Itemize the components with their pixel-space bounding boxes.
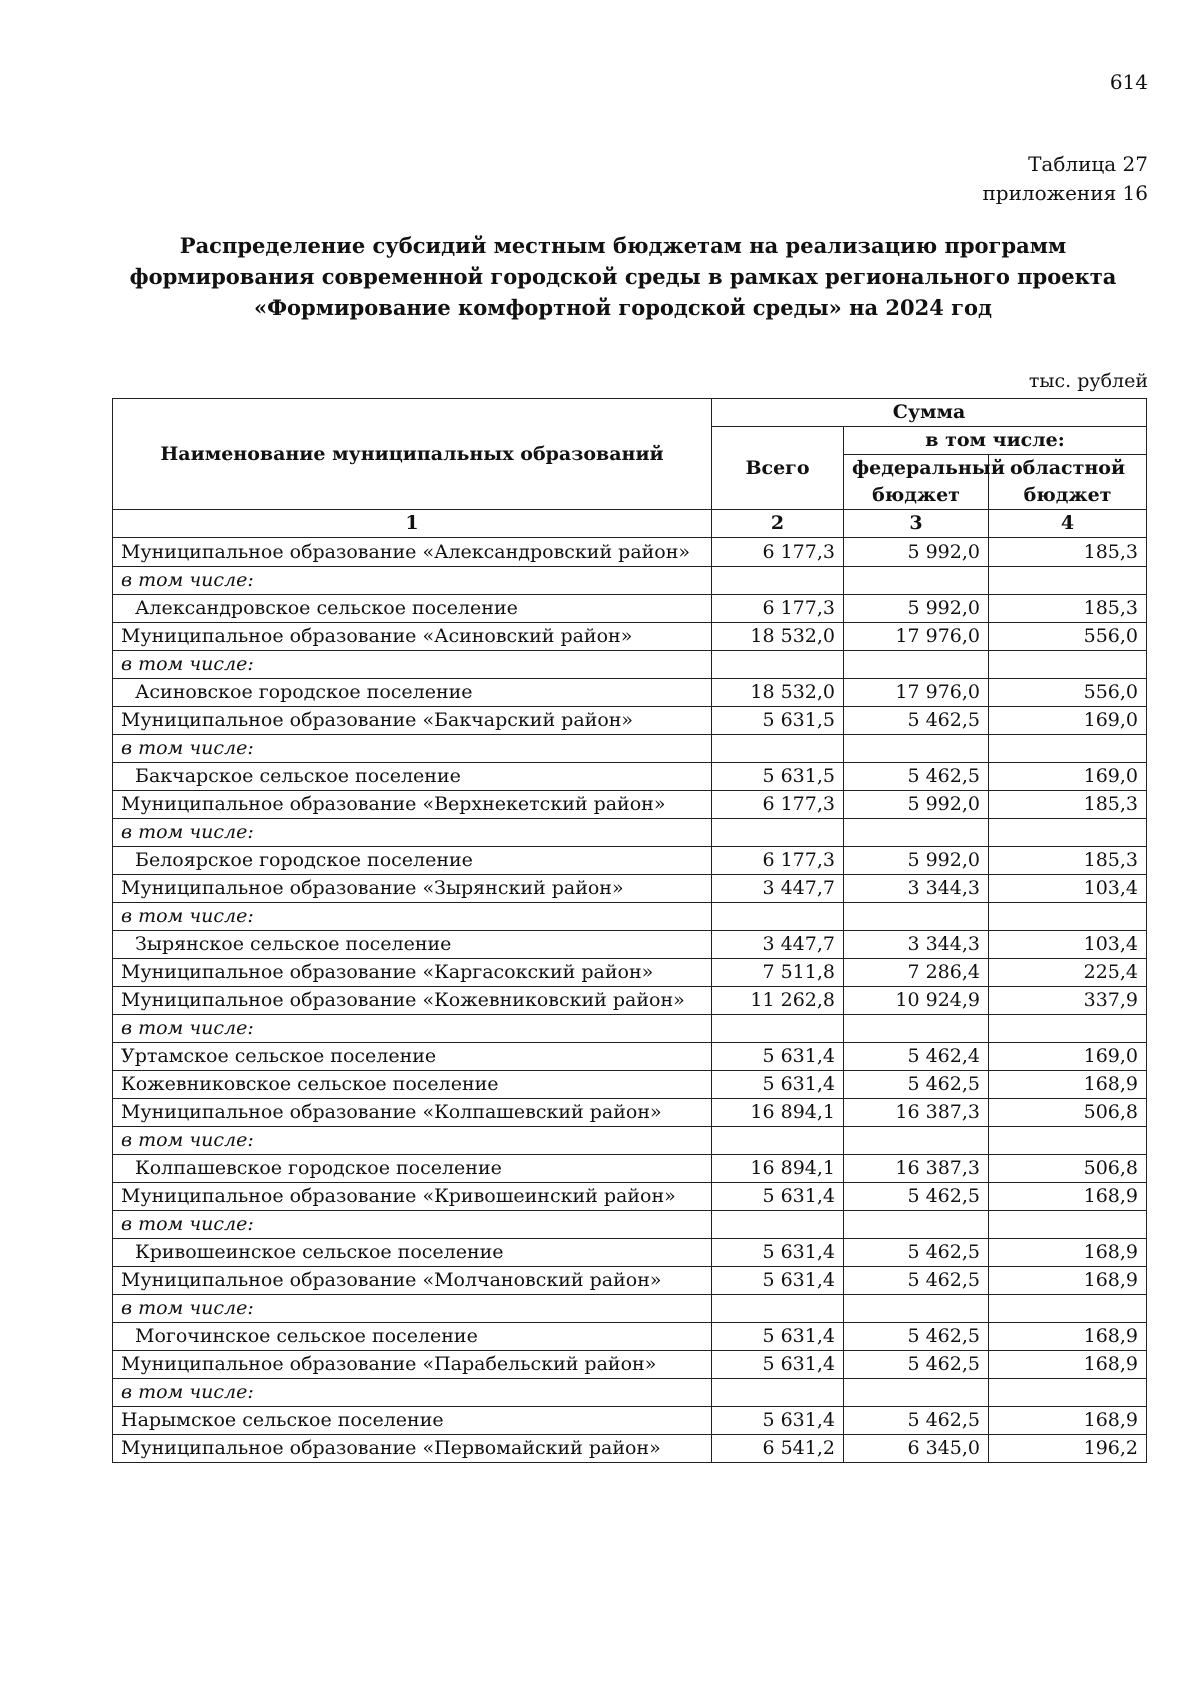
row-name-cell: в том числе: (113, 1379, 712, 1407)
row-total-cell: 18 532,0 (712, 679, 844, 707)
row-name-cell: Могочинское сельское поселение (113, 1323, 712, 1351)
row-total-cell (712, 903, 844, 931)
row-total-cell: 6 177,3 (712, 538, 844, 567)
row-name-cell: Нарымское сельское поселение (113, 1407, 712, 1435)
row-total-cell: 6 177,3 (712, 595, 844, 623)
row-regional-cell (989, 903, 1147, 931)
row-total-cell (712, 1295, 844, 1323)
row-total-cell: 18 532,0 (712, 623, 844, 651)
row-federal-cell (844, 1015, 989, 1043)
row-federal-cell: 5 462,4 (844, 1043, 989, 1071)
row-regional-cell: 169,0 (989, 763, 1147, 791)
row-total-cell: 5 631,4 (712, 1239, 844, 1267)
table-row (113, 1071, 1147, 1099)
row-name-cell: в том числе: (113, 1015, 712, 1043)
row-federal-cell: 6 345,0 (844, 1435, 989, 1463)
table-row (113, 987, 1147, 1015)
table-row (113, 847, 1147, 875)
row-total-cell: 5 631,4 (712, 1183, 844, 1211)
row-federal-cell (844, 651, 989, 679)
row-federal-cell: 3 344,3 (844, 875, 989, 903)
row-name-cell: Колпашевское городское поселение (113, 1155, 712, 1183)
table-body (113, 538, 1147, 1463)
row-name-cell: в том числе: (113, 1295, 712, 1323)
table-row (113, 1211, 1147, 1239)
row-name-cell: Кожевниковское сельское поселение (113, 1071, 712, 1099)
row-federal-cell: 5 462,5 (844, 1407, 989, 1435)
row-total-cell: 5 631,4 (712, 1267, 844, 1295)
row-federal-cell: 5 992,0 (844, 595, 989, 623)
row-total-cell: 5 631,4 (712, 1043, 844, 1071)
table-row (113, 819, 1147, 847)
row-name-cell: в том числе: (113, 819, 712, 847)
row-regional-cell: 556,0 (989, 623, 1147, 651)
table-row (113, 1379, 1147, 1407)
row-federal-cell: 5 462,5 (844, 707, 989, 735)
row-regional-cell (989, 735, 1147, 763)
column-numbers-row (113, 510, 1147, 538)
table-row (113, 567, 1147, 595)
table-row (113, 1239, 1147, 1267)
row-regional-cell: 506,8 (989, 1099, 1147, 1127)
row-name-cell: Муниципальное образование «Парабельский район» (113, 1351, 712, 1379)
row-name-cell: Муниципальное образование «Первомайский район» (113, 1435, 712, 1463)
row-regional-cell (989, 1015, 1147, 1043)
row-federal-cell: 5 462,5 (844, 1071, 989, 1099)
page-number: 614 (1109, 70, 1148, 94)
row-federal-cell (844, 1295, 989, 1323)
row-regional-cell: 185,3 (989, 538, 1147, 567)
row-federal-cell: 5 462,5 (844, 1323, 989, 1351)
col-number-2: 2 (712, 510, 844, 538)
row-total-cell (712, 651, 844, 679)
table-row (113, 763, 1147, 791)
row-federal-cell: 5 462,5 (844, 763, 989, 791)
table-row (113, 1435, 1147, 1463)
header-total: Всего (712, 427, 844, 510)
row-federal-cell: 5 992,0 (844, 847, 989, 875)
row-name-cell: Асиновское городское поселение (113, 679, 712, 707)
table-row (113, 1323, 1147, 1351)
table-row (113, 931, 1147, 959)
table-row (113, 875, 1147, 903)
row-federal-cell (844, 1379, 989, 1407)
row-name-cell: в том числе: (113, 735, 712, 763)
table-row (113, 595, 1147, 623)
header-name-column: Наименование муниципальных образований (113, 399, 712, 510)
document-title: Распределение субсидий местным бюджетам на реализацию программ формирования современной городской среды в рамках регионального проекта «Формирование комфортной городской среды» на 2024 год (129, 233, 1117, 320)
col-number-3: 3 (844, 510, 989, 538)
row-federal-cell: 5 462,5 (844, 1183, 989, 1211)
row-regional-cell: 185,3 (989, 791, 1147, 819)
table-row (113, 1127, 1147, 1155)
row-total-cell: 11 262,8 (712, 987, 844, 1015)
row-total-cell: 5 631,4 (712, 1407, 844, 1435)
row-regional-cell: 168,9 (989, 1239, 1147, 1267)
row-regional-cell: 196,2 (989, 1435, 1147, 1463)
table-row (113, 651, 1147, 679)
table-ref-line1: Таблица 27 (1028, 152, 1148, 176)
row-name-cell: Александровское сельское поселение (113, 595, 712, 623)
row-regional-cell: 225,4 (989, 959, 1147, 987)
row-regional-cell (989, 1211, 1147, 1239)
row-name-cell: Муниципальное образование «Зырянский район» (113, 875, 712, 903)
row-regional-cell: 103,4 (989, 931, 1147, 959)
row-federal-cell: 16 387,3 (844, 1155, 989, 1183)
table-row (113, 959, 1147, 987)
row-regional-cell: 168,9 (989, 1183, 1147, 1211)
row-name-cell: Муниципальное образование «Кожевниковский район» (113, 987, 712, 1015)
row-name-cell: Муниципальное образование «Александровский район» (113, 538, 712, 567)
row-federal-cell (844, 1211, 989, 1239)
row-total-cell: 5 631,4 (712, 1071, 844, 1099)
row-federal-cell: 10 924,9 (844, 987, 989, 1015)
row-total-cell: 3 447,7 (712, 931, 844, 959)
row-federal-cell (844, 735, 989, 763)
row-regional-cell: 337,9 (989, 987, 1147, 1015)
table-row (113, 707, 1147, 735)
row-total-cell (712, 1211, 844, 1239)
row-federal-cell: 5 462,5 (844, 1239, 989, 1267)
col-number-4: 4 (989, 510, 1147, 538)
row-regional-cell: 556,0 (989, 679, 1147, 707)
row-total-cell (712, 1379, 844, 1407)
row-regional-cell (989, 1379, 1147, 1407)
row-federal-cell (844, 1127, 989, 1155)
row-name-cell: Уртамское сельское поселение (113, 1043, 712, 1071)
row-regional-cell: 168,9 (989, 1323, 1147, 1351)
row-regional-cell: 169,0 (989, 1043, 1147, 1071)
row-name-cell: Бакчарское сельское поселение (113, 763, 712, 791)
row-name-cell: в том числе: (113, 1127, 712, 1155)
row-regional-cell (989, 819, 1147, 847)
row-federal-cell: 7 286,4 (844, 959, 989, 987)
row-name-cell: в том числе: (113, 903, 712, 931)
row-regional-cell: 168,9 (989, 1407, 1147, 1435)
row-regional-cell: 103,4 (989, 875, 1147, 903)
table-ref-line2: приложения 16 (982, 181, 1148, 205)
table-row (113, 903, 1147, 931)
row-total-cell: 5 631,5 (712, 763, 844, 791)
row-federal-cell (844, 567, 989, 595)
header-federal: федеральный бюджет (844, 455, 989, 510)
row-federal-cell: 5 462,5 (844, 1351, 989, 1379)
table-reference (982, 150, 1148, 208)
row-total-cell (712, 1015, 844, 1043)
row-name-cell: в том числе: (113, 651, 712, 679)
row-total-cell: 3 447,7 (712, 875, 844, 903)
row-regional-cell: 185,3 (989, 847, 1147, 875)
row-total-cell: 5 631,5 (712, 707, 844, 735)
row-total-cell (712, 567, 844, 595)
row-total-cell: 6 541,2 (712, 1435, 844, 1463)
table-row (113, 679, 1147, 707)
row-regional-cell (989, 651, 1147, 679)
row-federal-cell (844, 903, 989, 931)
table-row (113, 538, 1147, 567)
row-name-cell: Муниципальное образование «Верхнекетский район» (113, 791, 712, 819)
row-regional-cell (989, 1127, 1147, 1155)
row-total-cell: 6 177,3 (712, 847, 844, 875)
col-number-1: 1 (113, 510, 712, 538)
table-row (113, 1351, 1147, 1379)
table-header (113, 399, 1147, 538)
table-row (113, 623, 1147, 651)
table-row (113, 1099, 1147, 1127)
row-total-cell (712, 1127, 844, 1155)
row-name-cell: в том числе: (113, 567, 712, 595)
row-federal-cell: 17 976,0 (844, 679, 989, 707)
row-regional-cell: 169,0 (989, 707, 1147, 735)
table-row (113, 1015, 1147, 1043)
row-federal-cell: 16 387,3 (844, 1099, 989, 1127)
row-name-cell: в том числе: (113, 1211, 712, 1239)
row-regional-cell: 185,3 (989, 595, 1147, 623)
row-federal-cell: 5 462,5 (844, 1267, 989, 1295)
row-regional-cell: 506,8 (989, 1155, 1147, 1183)
row-total-cell: 5 631,4 (712, 1323, 844, 1351)
header-sum: Сумма (712, 399, 1147, 427)
table-row (113, 791, 1147, 819)
subsidy-table (112, 398, 1147, 1463)
row-federal-cell: 5 992,0 (844, 791, 989, 819)
row-total-cell: 16 894,1 (712, 1099, 844, 1127)
table-row (113, 1407, 1147, 1435)
row-total-cell: 6 177,3 (712, 791, 844, 819)
row-name-cell: Муниципальное образование «Колпашевский район» (113, 1099, 712, 1127)
row-federal-cell (844, 819, 989, 847)
row-name-cell: Белоярское городское поселение (113, 847, 712, 875)
row-total-cell (712, 735, 844, 763)
row-regional-cell (989, 1295, 1147, 1323)
row-federal-cell: 5 992,0 (844, 538, 989, 567)
row-name-cell: Кривошеинское сельское поселение (113, 1239, 712, 1267)
row-regional-cell (989, 567, 1147, 595)
table-row (113, 1043, 1147, 1071)
row-federal-cell: 3 344,3 (844, 931, 989, 959)
row-total-cell: 5 631,4 (712, 1351, 844, 1379)
row-name-cell: Муниципальное образование «Молчановский район» (113, 1267, 712, 1295)
table-row (113, 1295, 1147, 1323)
row-name-cell: Муниципальное образование «Кривошеинский район» (113, 1183, 712, 1211)
table-row (113, 1267, 1147, 1295)
table-row (113, 1155, 1147, 1183)
row-name-cell: Зырянское сельское поселение (113, 931, 712, 959)
header-regional: областной бюджет (989, 455, 1147, 510)
row-regional-cell: 168,9 (989, 1071, 1147, 1099)
row-name-cell: Муниципальное образование «Каргасокский район» (113, 959, 712, 987)
row-total-cell: 16 894,1 (712, 1155, 844, 1183)
row-federal-cell: 17 976,0 (844, 623, 989, 651)
row-name-cell: Муниципальное образование «Бакчарский район» (113, 707, 712, 735)
row-total-cell: 7 511,8 (712, 959, 844, 987)
row-regional-cell: 168,9 (989, 1267, 1147, 1295)
units-label: тыс. рублей (1028, 370, 1148, 392)
header-including: в том числе: (844, 427, 1147, 455)
row-name-cell: Муниципальное образование «Асиновский район» (113, 623, 712, 651)
table-row (113, 1183, 1147, 1211)
row-total-cell (712, 819, 844, 847)
table-row (113, 735, 1147, 763)
row-regional-cell: 168,9 (989, 1351, 1147, 1379)
